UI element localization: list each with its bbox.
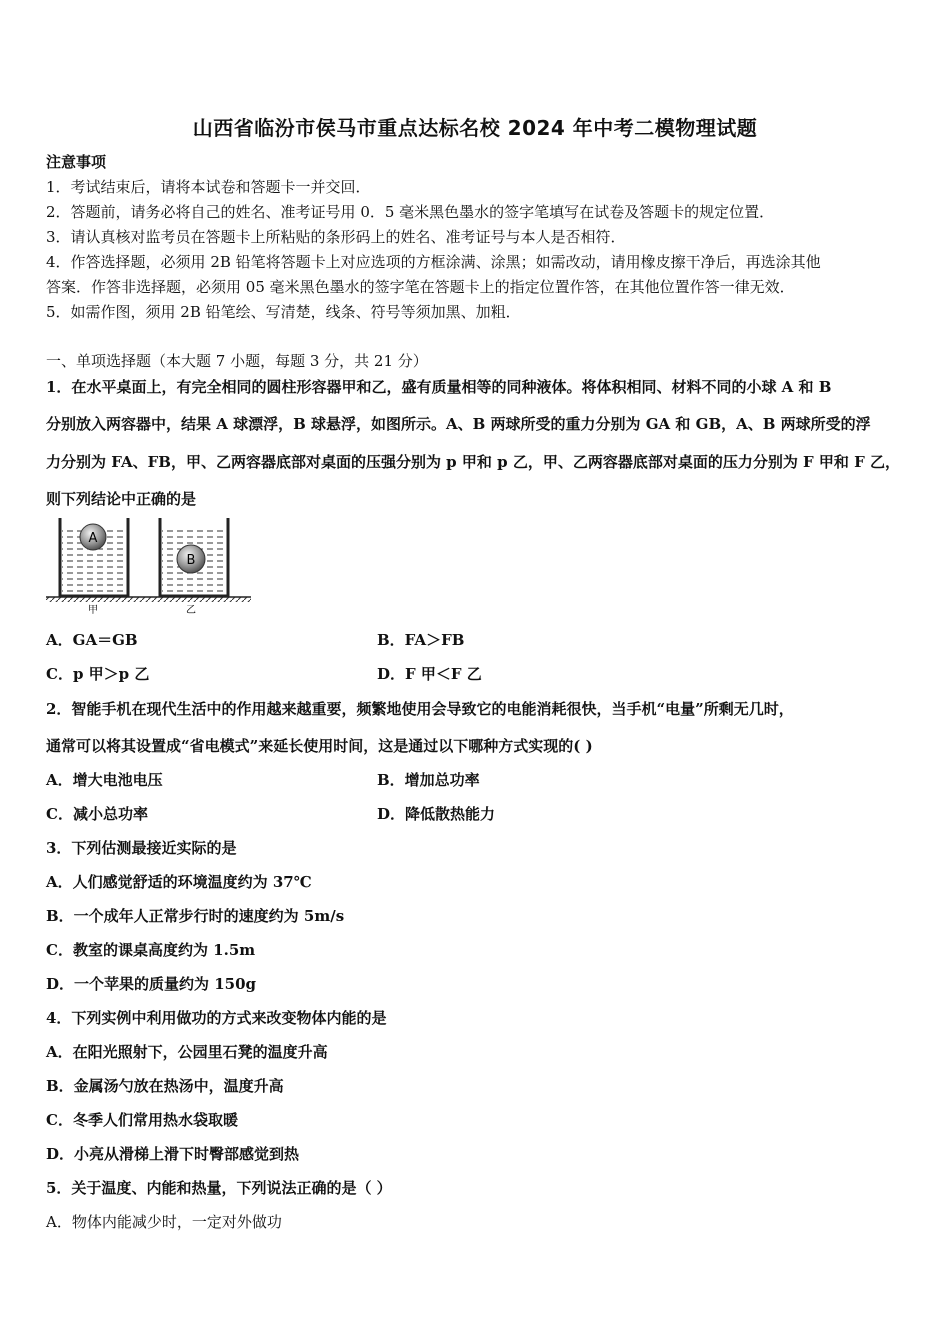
notice-item: 答案．作答非选择题，必须用 05 毫米黑色墨水的签字笔在答题卡上的指定位置作答，在其他位置作答一律无效． — [46, 278, 795, 296]
containers-figure — [46, 516, 251, 616]
q4-option-c: C．冬季人们常用热水袋取暖 — [46, 1111, 238, 1129]
question-1-line: 1．在水平桌面上，有完全相同的圆柱形容器甲和乙，盛有质量相等的同种液体。将体积相同、材料不同的小球 A 和 B — [46, 378, 832, 396]
notice-item: 5．如需作图，须用 2B 铅笔绘、写清楚，线条、符号等须加黑、加粗． — [46, 303, 521, 321]
q2-option-c: C．减小总功率 — [46, 805, 148, 823]
notice-heading: 注意事项 — [46, 153, 107, 171]
ball-b-label: B — [186, 553, 196, 568]
q3-option-b: B．一个成年人正常步行时的速度约为 5m/s — [46, 907, 345, 925]
notice-item: 1．考试结束后，请将本试卷和答题卡一并交回． — [46, 178, 371, 196]
q2-option-b: B．增加总功率 — [377, 771, 480, 789]
notice-item: 2．答题前，请务必将自己的姓名、准考证号用 0．5 毫米黑色墨水的签字笔填写在试卷及答题卡的规定位置． — [46, 203, 775, 221]
notice-item: 3．请认真核对监考员在答题卡上所粘贴的条形码上的姓名、准考证号与本人是否相符． — [46, 228, 626, 246]
question-2-line: 通常可以将其设置成“省电模式”来延长使用时间，这是通过以下哪种方式实现的( ) — [46, 737, 593, 755]
q2-option-a: A．增大电池电压 — [46, 771, 163, 789]
section-heading: 一、单项选择题（本大题 7 小题，每题 3 分，共 21 分） — [46, 352, 428, 370]
q3-option-a: A．人们感觉舒适的环境温度约为 37℃ — [46, 873, 312, 891]
ball-a-label: A — [88, 531, 98, 546]
q4-option-a: A．在阳光照射下，公园里石凳的温度升高 — [46, 1043, 328, 1061]
q4-option-b: B．金属汤勺放在热汤中，温度升高 — [46, 1077, 284, 1095]
question-1-line: 力分别为 FA、FB，甲、乙两容器底部对桌面的压强分别为 p 甲和 p 乙，甲、乙两容器底部对桌面的压力分别为 F 甲和 F 乙， — [46, 453, 901, 471]
q1-option-b: B．FA＞FB — [377, 631, 465, 649]
q1-option-c: C．p 甲＞p 乙 — [46, 665, 150, 683]
q4-option-d: D．小亮从滑梯上滑下时臀部感觉到热 — [46, 1145, 300, 1163]
question-3-stem: 3．下列估测最接近实际的是 — [46, 839, 237, 857]
q3-option-d: D．一个苹果的质量约为 150g — [46, 975, 257, 993]
q1-option-a: A．GA＝GB — [46, 631, 138, 649]
q2-option-d: D．降低散热能力 — [377, 805, 496, 823]
label-yi: 乙 — [186, 605, 196, 616]
question-4-stem: 4．下列实例中利用做功的方式来改变物体内能的是 — [46, 1009, 387, 1027]
question-1-line: 分别放入两容器中，结果 A 球漂浮，B 球悬浮，如图所示。A、B 两球所受的重力分别为 GA 和 GB，A、B 两球所受的浮 — [46, 415, 871, 433]
notice-item: 4．作答选择题，必须用 2B 铅笔将答题卡上对应选项的方框涂满、涂黑；如需改动，请用橡皮擦干净后，再选涂其他 — [46, 253, 821, 271]
page-title: 山西省临汾市侯马市重点达标名校 2024 年中考二模物理试题 — [192, 116, 758, 140]
q1-option-d: D．F 甲＜F 乙 — [377, 665, 482, 683]
label-jia: 甲 — [88, 605, 98, 616]
question-1-line: 则下列结论中正确的是 — [46, 490, 197, 508]
question-5-stem: 5．关于温度、内能和热量，下列说法正确的是（ ） — [46, 1179, 392, 1197]
q3-option-c: C．教室的课桌高度约为 1.5m — [46, 941, 256, 959]
q5-option-a: A．物体内能减少时，一定对外做功 — [46, 1213, 282, 1231]
question-2-line: 2．智能手机在现代生活中的作用越来越重要，频繁地使用会导致它的电能消耗很快，当手机“电量”所剩无几时， — [46, 700, 794, 718]
